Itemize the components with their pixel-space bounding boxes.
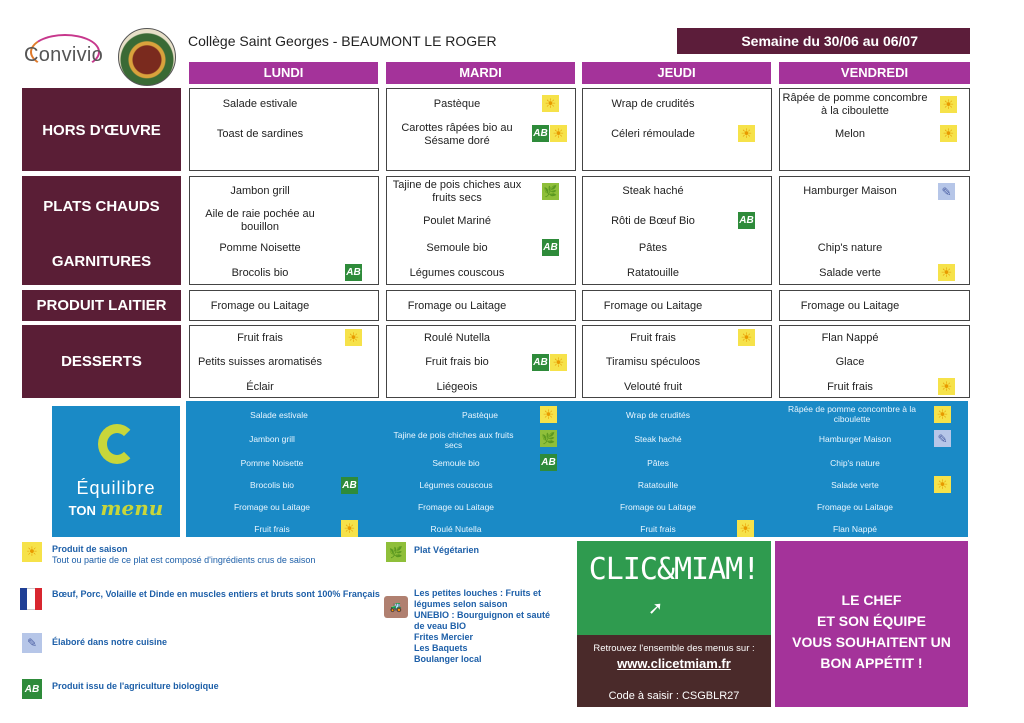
sun-icon: ☀ (738, 125, 755, 142)
menu-item: Légumes couscous (409, 267, 505, 279)
menu-item: Petits suisses aromatisés (197, 356, 323, 368)
bio-icon: AB (540, 454, 557, 471)
menu-item: Aile de raie pochée au bouillon (205, 208, 315, 233)
bio-icon: AB (345, 264, 362, 281)
legend-louches-line: Les Baquets (414, 643, 468, 653)
menu-item: Toast de sardines (216, 128, 304, 140)
legend-louches (414, 588, 574, 665)
equilibre-item: Légumes couscous (419, 480, 493, 490)
cell-jeudi-hors (582, 88, 772, 171)
sun-icon: ☀ (550, 354, 567, 371)
menu-item: Éclair (246, 381, 274, 393)
equilibre-mardi (382, 401, 578, 537)
equilibre-item: Fruit frais (640, 524, 676, 534)
sun-icon: ☀ (938, 378, 955, 395)
menu-item: Fromage ou Laitage (603, 300, 703, 312)
chef-message (775, 590, 968, 674)
equilibre-item: Fromage ou Laitage (233, 502, 311, 512)
bio-icon: AB (542, 239, 559, 256)
sun-icon: ☀ (934, 476, 951, 493)
sun-icon: ☀ (542, 95, 559, 112)
equilibre-item: Salade estivale (250, 410, 308, 420)
sun-icon: ☀ (938, 264, 955, 281)
equilibre-lundi-list (186, 401, 382, 537)
sun-icon: ☀ (940, 125, 957, 142)
legend-france: Bœuf, Porc, Volaille et Dinde en muscles entiers et bruts sont 100% Français (52, 589, 380, 599)
menu-item: Pomme Noisette (219, 242, 301, 254)
menu-item: Rôti de Bœuf Bio (611, 215, 695, 227)
cell-lundi-hors (189, 88, 379, 171)
equilibre-item: Râpée de pomme concombre à la ciboulette (787, 404, 917, 424)
cell-jeudi-laitier (582, 290, 772, 321)
cell-mardi-plats (386, 176, 576, 285)
equilibre-item: Pomme Noisette (240, 458, 304, 468)
equilibre-logo-icon (98, 424, 136, 464)
equilibre-item: Fromage ou Laitage (417, 502, 495, 512)
cell-mardi-desserts (386, 325, 576, 398)
menu-item: Brocolis bio (231, 267, 289, 279)
menu-item: Salade verte (819, 267, 881, 279)
sun-icon: ☀ (738, 329, 755, 346)
cell-vendredi-laitier (779, 290, 970, 321)
cell-lundi-plats (189, 176, 379, 285)
pointer-cursor-icon: ➚ (648, 598, 664, 618)
equilibre-item: Pastèque (462, 410, 498, 420)
sun-icon: ☀ (345, 329, 362, 346)
menu-item: Fromage ou Laitage (407, 300, 507, 312)
cell-mardi-hors (386, 88, 576, 171)
menu-item: Céleri rémoulade (611, 128, 695, 140)
equilibre-item: Tajine de pois chiches aux fruits secs (393, 430, 514, 450)
homemade-icon: ✎ (934, 430, 951, 447)
menu-item: Carottes râpées bio au Sésame doré (401, 122, 513, 147)
logo-menu: menu (100, 496, 164, 520)
day-header-lundi: LUNDI (189, 62, 378, 84)
sun-icon: ☀ (934, 406, 951, 423)
cell-jeudi-plats (582, 176, 772, 285)
vegetarian-icon: 🌿 (386, 542, 406, 562)
menu-item: Hamburger Maison (803, 185, 897, 197)
menu-item: Flan Nappé (821, 332, 879, 344)
equilibre-vendredi (775, 401, 968, 537)
equilibre-item: Ratatouille (637, 480, 679, 490)
week-banner (677, 28, 970, 54)
cell-vendredi-desserts (779, 325, 970, 398)
menu-item: Poulet Mariné (423, 215, 491, 227)
menu-item: Liégeois (436, 381, 478, 393)
vegetarian-icon: 🌿 (542, 183, 559, 200)
bio-icon: AB (22, 679, 42, 699)
menu-item: Fruit frais (827, 381, 873, 393)
menu-item: Velouté fruit (623, 381, 683, 393)
menu-item: Roulé Nutella (423, 332, 491, 344)
equilibre-item: Fromage ou Laitage (619, 502, 697, 512)
equilibre-item: Semoule bio (432, 458, 480, 468)
equilibre-logo-subtitle (52, 496, 180, 520)
legend-louches-line: UNEBIO : Bourguignon et sauté (414, 610, 550, 620)
equilibre-item: Brocolis bio (250, 480, 294, 490)
homemade-icon: ✎ (22, 633, 42, 653)
legend-louches-line: Frites Mercier (414, 632, 474, 642)
week-label: Semaine du 30/06 au 06/07 (741, 33, 918, 49)
category-label: DESSERTS (61, 353, 142, 370)
category-hors-doeuvre (22, 88, 181, 171)
menu-item: Wrap de crudités (611, 98, 695, 110)
menu-item: Glace (835, 356, 865, 368)
cell-jeudi-desserts (582, 325, 772, 398)
legend-louches-line: de veau BIO (414, 621, 467, 631)
equilibre-item: Fromage ou Laitage (816, 502, 894, 512)
menu-item: Fruit frais (237, 332, 283, 344)
category-desserts (22, 325, 181, 398)
chef-line: ET SON ÉQUIPE (817, 613, 926, 629)
sun-icon: ☀ (341, 520, 358, 537)
equilibre-jeudi (578, 401, 775, 537)
category-label: GARNITURES (51, 253, 152, 270)
chef-line: VOUS SOUHAITENT UN (792, 634, 951, 650)
bio-icon: AB (532, 354, 549, 371)
menu-item: Melon (835, 128, 865, 140)
tractor-icon: 🚜 (384, 596, 408, 618)
legend-louches-line: légumes selon saison (414, 599, 508, 609)
menu-item: Salade estivale (222, 98, 298, 110)
legend-louches-line: Les petites louches : Fruits et (414, 588, 542, 598)
equilibre-item: Fruit frais (254, 524, 290, 534)
sun-icon: ☀ (737, 520, 754, 537)
bio-icon: AB (532, 125, 549, 142)
school-crest-logo (118, 28, 176, 86)
equilibre-item: Hamburger Maison (818, 434, 892, 444)
day-header-vendredi: VENDREDI (779, 62, 970, 84)
vegetarian-icon: 🌿 (540, 430, 557, 447)
menu-item: Ratatouille (627, 267, 679, 279)
clicmiam-url-link[interactable]: www.clicetmiam.fr (617, 656, 731, 671)
bio-icon: AB (341, 477, 358, 494)
menu-item: Jambon grill (230, 185, 290, 197)
sun-icon: ☀ (550, 125, 567, 142)
category-produit-laitier (22, 290, 181, 321)
legend-cuisine: Élaboré dans notre cuisine (52, 637, 168, 647)
menu-item: Semoule bio (426, 242, 488, 254)
france-flag-icon (20, 588, 42, 610)
category-label: PLATS CHAUDS (43, 198, 160, 215)
legend-vege: Plat Végétarien (414, 545, 480, 555)
category-plats-garnitures (22, 176, 181, 285)
chef-line: LE CHEF (841, 592, 902, 608)
menu-item: Fromage ou Laitage (800, 300, 900, 312)
menu-item: Fromage ou Laitage (210, 300, 310, 312)
logo-ton: TON (68, 503, 96, 518)
legend-saison (52, 544, 382, 566)
bio-icon: AB (738, 212, 755, 229)
equilibre-item: Chip's nature (830, 458, 880, 468)
menu-item: Tiramisu spéculoos (605, 356, 701, 368)
clicmiam-title: CLIC&MIAM! (588, 552, 760, 587)
category-label: HORS D'ŒUVRE (42, 122, 161, 139)
convivio-logo: Convivio (24, 44, 104, 66)
sun-icon: ☀ (540, 406, 557, 423)
equilibre-item: Steak haché (634, 434, 682, 444)
equilibre-item: Pâtes (647, 458, 669, 468)
cell-mardi-laitier (386, 290, 576, 321)
legend-saison-title: Produit de saison (52, 544, 128, 554)
cell-vendredi-hors (779, 88, 970, 171)
equilibre-item: Roulé Nutella (430, 524, 482, 534)
menu-item: Fruit frais (630, 332, 676, 344)
clicmiam-code: Code à saisir : CSGBLR27 (608, 690, 740, 702)
day-header-mardi: MARDI (386, 62, 575, 84)
menu-item: Fruit frais bio (425, 356, 489, 368)
cell-lundi-desserts (189, 325, 379, 398)
category-label: PRODUIT LAITIER (36, 297, 167, 314)
sun-icon: ☀ (22, 542, 42, 562)
equilibre-item: Wrap de crudités (625, 410, 691, 420)
equilibre-item: Jambon grill (249, 434, 295, 444)
menu-item: Pastèque (433, 98, 481, 110)
clicmiam-retrouvez: Retrouvez l'ensemble des menus sur : (593, 643, 755, 654)
school-name: Collège Saint Georges - BEAUMONT LE ROGER (188, 33, 497, 49)
equilibre-item: Flan Nappé (833, 524, 877, 534)
menu-item: Râpée de pomme concombre à la ciboulette (782, 92, 928, 117)
menu-item: Tajine de pois chiches aux fruits secs (392, 179, 522, 204)
equilibre-logo-word: Équilibre (76, 478, 156, 498)
equilibre-item: Salade verte (831, 480, 879, 490)
menu-item: Chip's nature (817, 242, 883, 254)
day-header-jeudi: JEUDI (582, 62, 771, 84)
homemade-icon: ✎ (938, 183, 955, 200)
legend-saison-sub: Tout ou partie de ce plat est composé d'ingrédients crus de saison (52, 555, 316, 565)
sun-icon: ☀ (940, 96, 957, 113)
menu-item: Steak haché (622, 185, 684, 197)
chef-line: BON APPÉTIT ! (820, 655, 923, 671)
menu-item: Pâtes (638, 242, 668, 254)
legend-bio: Produit issu de l'agriculture biologique (52, 681, 219, 691)
cell-lundi-laitier (189, 290, 379, 321)
legend-louches-line: Boulanger local (414, 654, 482, 664)
cell-vendredi-plats (779, 176, 970, 285)
